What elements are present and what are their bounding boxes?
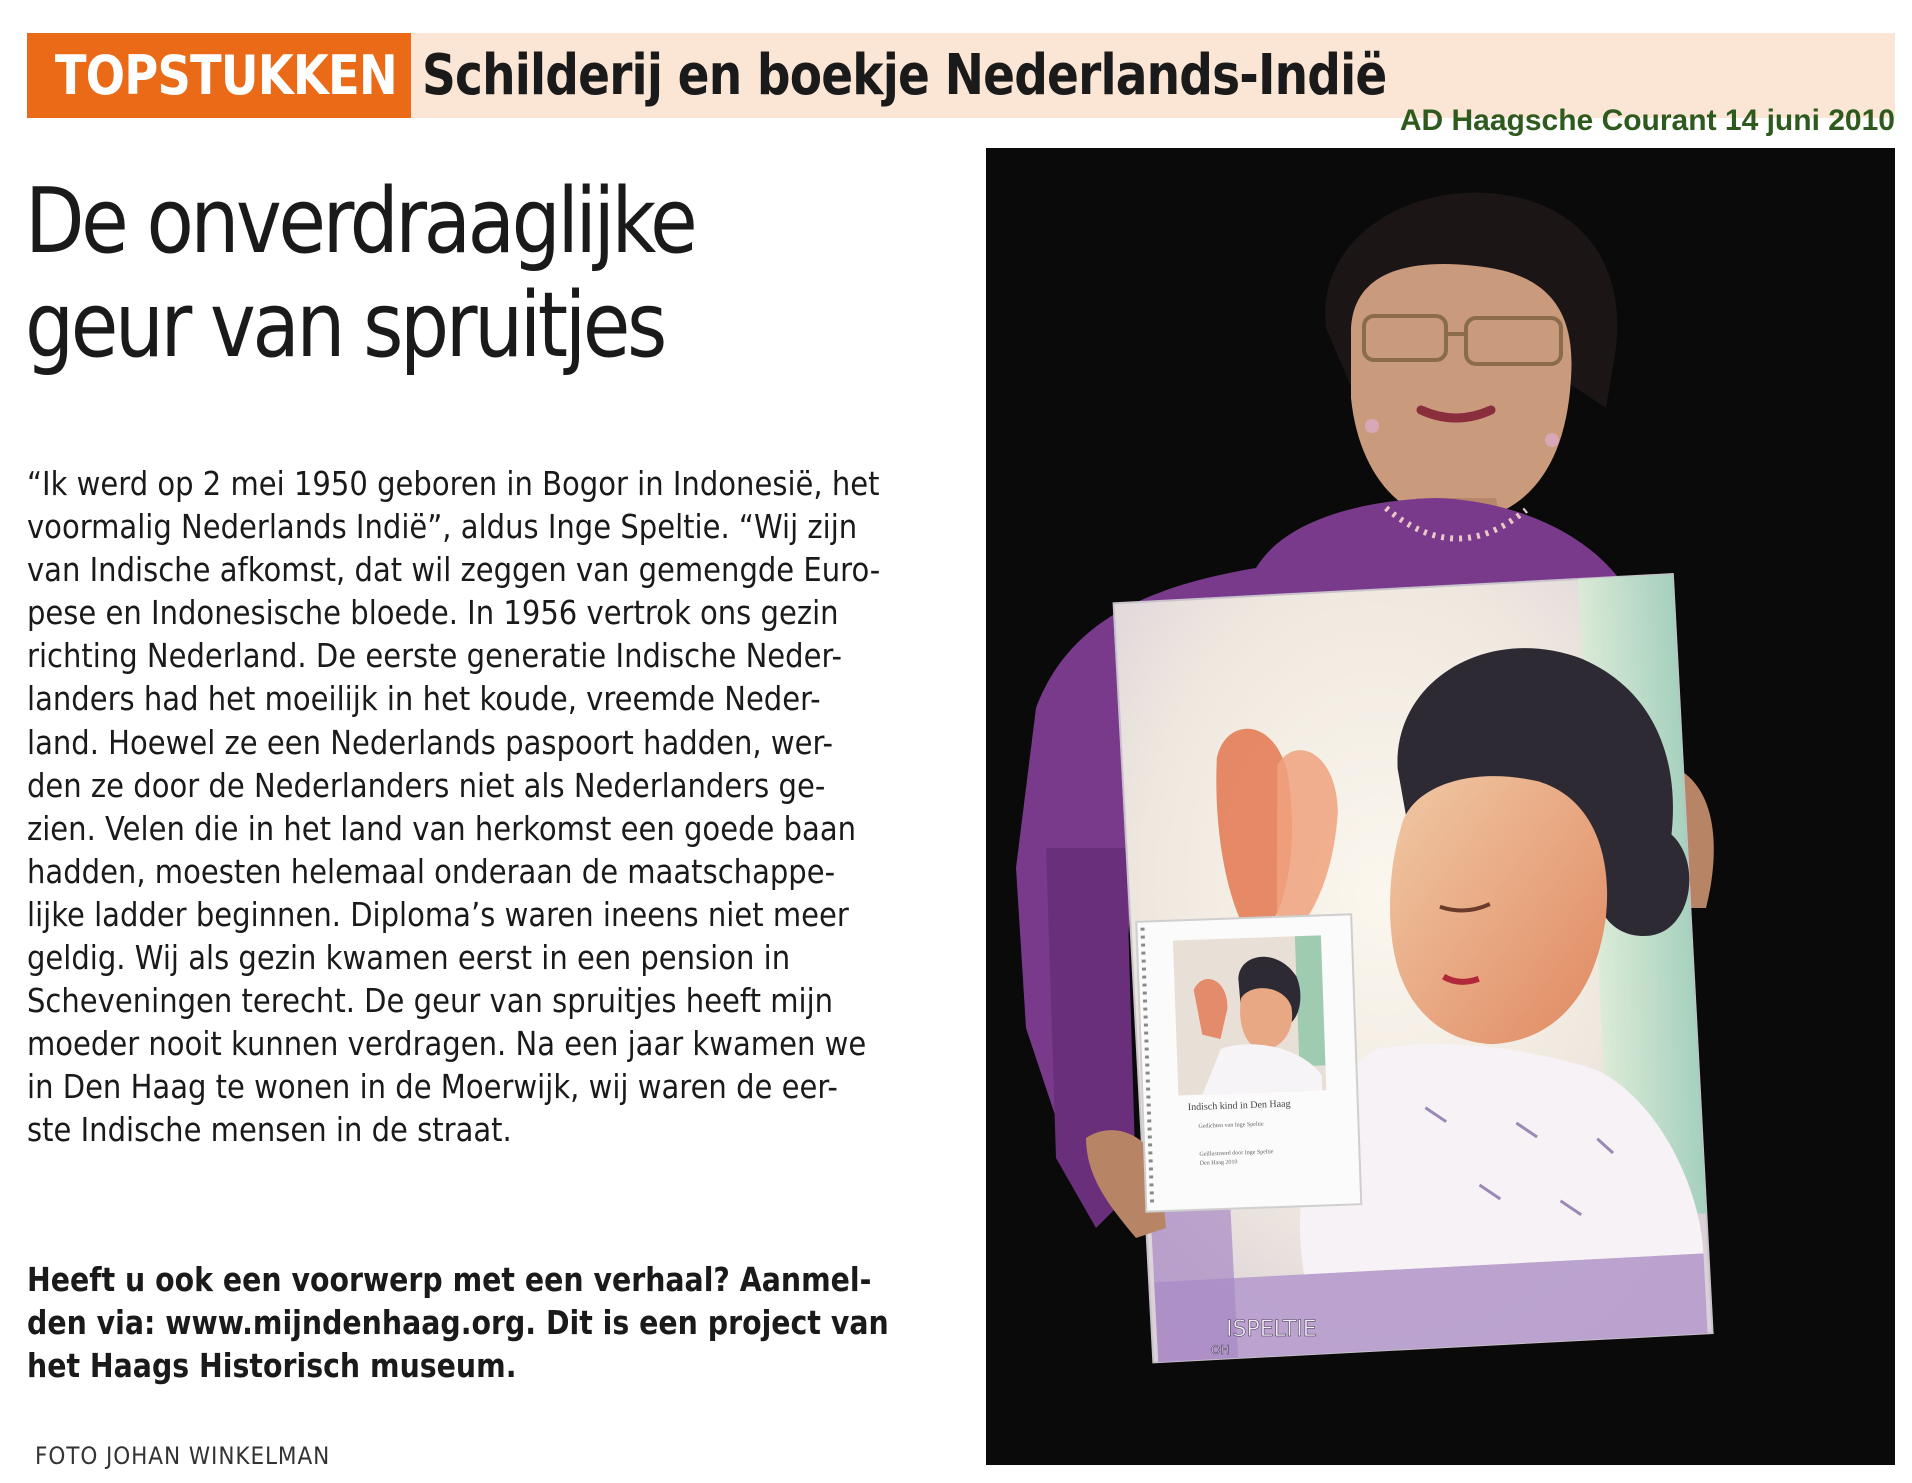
body-line: voormalig Nederlands Indië”, aldus Inge Speltie. “Wij zijn <box>27 507 858 547</box>
body-line: Scheveningen terecht. De geur van spruitjes heeft mijn <box>27 981 834 1021</box>
svg-text:ISPELTIE: ISPELTIE <box>1226 1317 1317 1342</box>
booklet-credit: Geïllustreerd door Inge Speltie <box>1199 1149 1274 1158</box>
headline-line: De onverdraaglijke <box>25 169 695 274</box>
body-line: moeder nooit kunnen verdragen. Na een jaar kwamen we <box>27 1024 867 1064</box>
banner-title: Schilderij en boekje Nederlands-Indië <box>422 43 1387 108</box>
callout-text <box>27 1258 1027 1387</box>
booklet-title: Indisch kind in Den Haag <box>1187 1098 1291 1114</box>
body-line: zien. Velen die in het land van herkomst een goede baan <box>27 808 857 848</box>
photo-illustration <box>986 148 1895 1465</box>
article-body <box>27 462 1027 1152</box>
body-line: pese en Indonesische bloede. In 1956 vertrok ons gezin <box>27 593 839 633</box>
body-line: lijke ladder beginnen. Diploma’s waren ineens niet meer <box>27 894 849 934</box>
body-line: land. Hoewel ze een Nederlands paspoort hadden, wer- <box>27 722 834 762</box>
callout-line: den via: www.mijndenhaag.org. Dit is een project van <box>27 1303 889 1342</box>
booklet-place: Den Haag 2010 <box>1199 1159 1238 1167</box>
article-photo <box>986 148 1895 1465</box>
photo-credit: FOTO JOHAN WINKELMAN <box>35 1442 331 1470</box>
section-kicker: TOPSTUKKEN <box>27 33 411 118</box>
svg-text:OH: OH <box>1211 1343 1230 1357</box>
body-line: hadden, moesten helemaal onderaan de maatschappe- <box>27 851 836 891</box>
headline-line: geur van spruitjes <box>25 273 664 378</box>
body-line: geldig. Wij als gezin kwamen eerst in een pension in <box>27 938 791 978</box>
body-line: “Ik werd op 2 mei 1950 geboren in Bogor in Indonesië, het <box>27 464 880 503</box>
body-line: van Indische afkomst, dat wil zeggen van gemengde Euro- <box>27 550 881 590</box>
body-line: in Den Haag te wonen in de Moerwijk, wij waren de eer- <box>27 1067 838 1107</box>
booklet <box>1136 914 1361 1211</box>
body-line: ste Indische mensen in de straat. <box>27 1110 512 1150</box>
woman-face <box>1351 264 1572 523</box>
body-line: richting Nederland. De eerste generatie Indische Neder- <box>27 636 843 676</box>
source-line: AD Haagsche Courant 14 juni 2010 <box>1399 104 1895 137</box>
body-line: landers had het moeilijk in het koude, vreemde Neder- <box>27 679 821 719</box>
article-headline <box>25 170 965 378</box>
callout-line: het Haags Historisch museum. <box>27 1346 517 1385</box>
body-line: den ze door de Nederlanders niet als Nederlanders ge- <box>27 765 826 805</box>
booklet-subtitle: Gedichten van Inge Speltie <box>1198 1121 1264 1130</box>
callout-line: Heeft u ook een voorwerp met een verhaal? Aanmel- <box>27 1260 872 1299</box>
